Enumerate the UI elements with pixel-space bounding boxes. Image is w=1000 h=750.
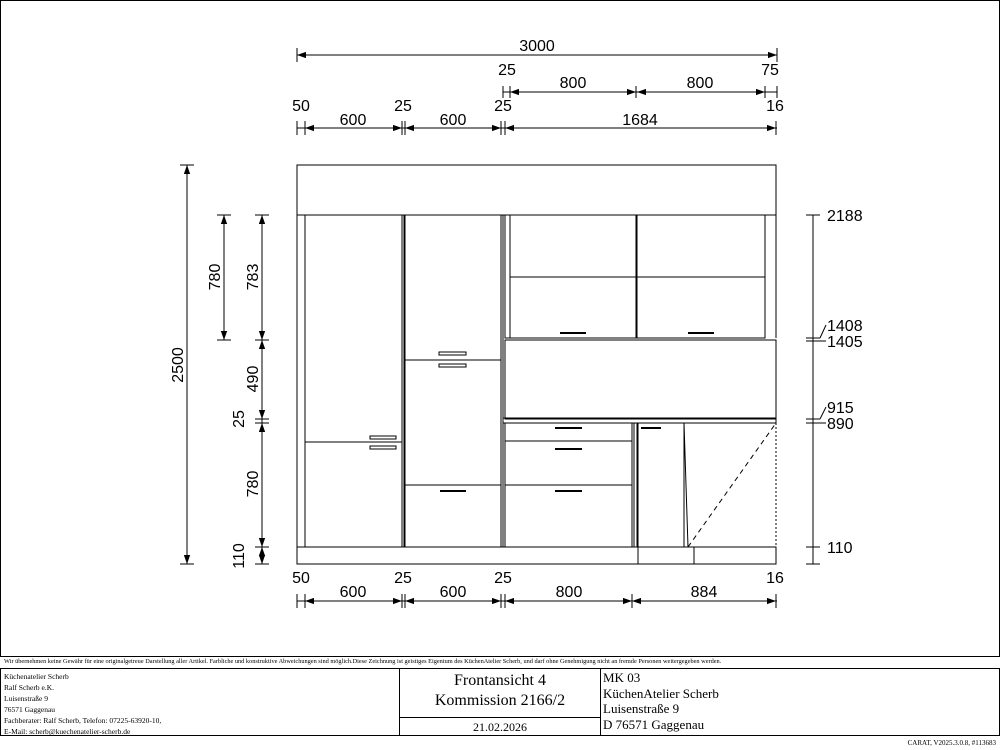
drawing-code: MK 03 — [603, 670, 641, 685]
commission-number: Kommission 2166/2 — [434, 692, 566, 709]
disclaimer-text: Wir übernehmen keine Gewähr für eine originalgetreue Darstellung aller Artikel. Farbliche und konstruktive Abweichungen sind möglich.Diese Zeichnung ist geistiges Eigentum des KüchenAtelier Scherb, und darf ohne Genehmigung nicht an fremde Personen weitergegeben werden. — [4, 658, 722, 665]
dim-left-chain: 783 — [245, 263, 262, 291]
studio-city: D 76571 Gaggenau — [603, 716, 705, 732]
dim-bottom: 600 — [439, 584, 467, 601]
dim-left-chain: 490 — [245, 365, 262, 393]
dim-top-row3: 25 — [494, 98, 512, 115]
kitchen-elevation — [297, 165, 776, 564]
dim-top-row3: 1684 — [622, 112, 658, 129]
dim-top-row3: 50 — [292, 98, 310, 115]
drawing-date: 21.02.2026 — [473, 720, 527, 734]
dim-bottom: 884 — [690, 584, 718, 601]
company-name: Küchenatelier Scherb — [4, 672, 69, 681]
dim-bottom: 25 — [494, 570, 512, 587]
dim-bottom: 25 — [394, 570, 412, 587]
company-email: E-Mail: scherb@kuechenatelier-scherb.de — [4, 727, 131, 736]
dim-right: 110 — [827, 540, 853, 557]
dim-top-row3: 600 — [439, 112, 467, 129]
dim-top-row2: 800 — [686, 75, 714, 92]
dim-right: 890 — [827, 416, 854, 433]
company-street: Luisenstraße 9 — [4, 694, 48, 703]
dim-bottom: 50 — [292, 570, 310, 587]
dim-top-row3: 16 — [766, 98, 784, 115]
company-advisor: Fachberater: Ralf Scherb, Telefon: 07225-63920-10, — [4, 716, 162, 725]
dim-bottom: 600 — [339, 584, 367, 601]
dim-left-chain: 25 — [231, 410, 248, 428]
company-city: 76571 Gaggenau — [4, 705, 56, 714]
dim-right: 1408 — [827, 318, 863, 335]
dim-left-inner: 780 — [207, 263, 224, 291]
company-info-block — [0, 668, 428, 736]
software-version: CARAT, V2025.3.0.8, #113683 — [907, 739, 996, 747]
dim-top-row3: 25 — [394, 98, 412, 115]
dim-top-row3: 600 — [339, 112, 367, 129]
studio-street: Luisenstraße 9 — [603, 701, 680, 716]
dim-left-chain: 780 — [245, 470, 262, 498]
dim-right: 2188 — [827, 208, 863, 225]
dimension-labels — [170, 38, 863, 601]
company-owner: Ralf Scherb e.K. — [4, 683, 54, 692]
dim-bottom: 16 — [766, 570, 784, 587]
view-title: Frontansicht 4 — [454, 672, 546, 689]
dim-top-row2: 800 — [559, 75, 587, 92]
dim-top-total: 3000 — [519, 38, 555, 55]
title-divider — [400, 717, 600, 718]
address-block — [600, 668, 1000, 736]
dim-bottom: 800 — [555, 584, 583, 601]
dim-right: 1405 — [827, 334, 863, 351]
dim-left-chain: 110 — [231, 543, 248, 569]
title-block — [399, 668, 601, 736]
dim-right: 915 — [827, 400, 854, 417]
dim-left-outer: 2500 — [170, 347, 187, 383]
dim-top-row2: 25 — [498, 62, 516, 79]
dim-top-row2: 75 — [761, 62, 779, 79]
studio-name: KüchenAtelier Scherb — [603, 685, 719, 701]
